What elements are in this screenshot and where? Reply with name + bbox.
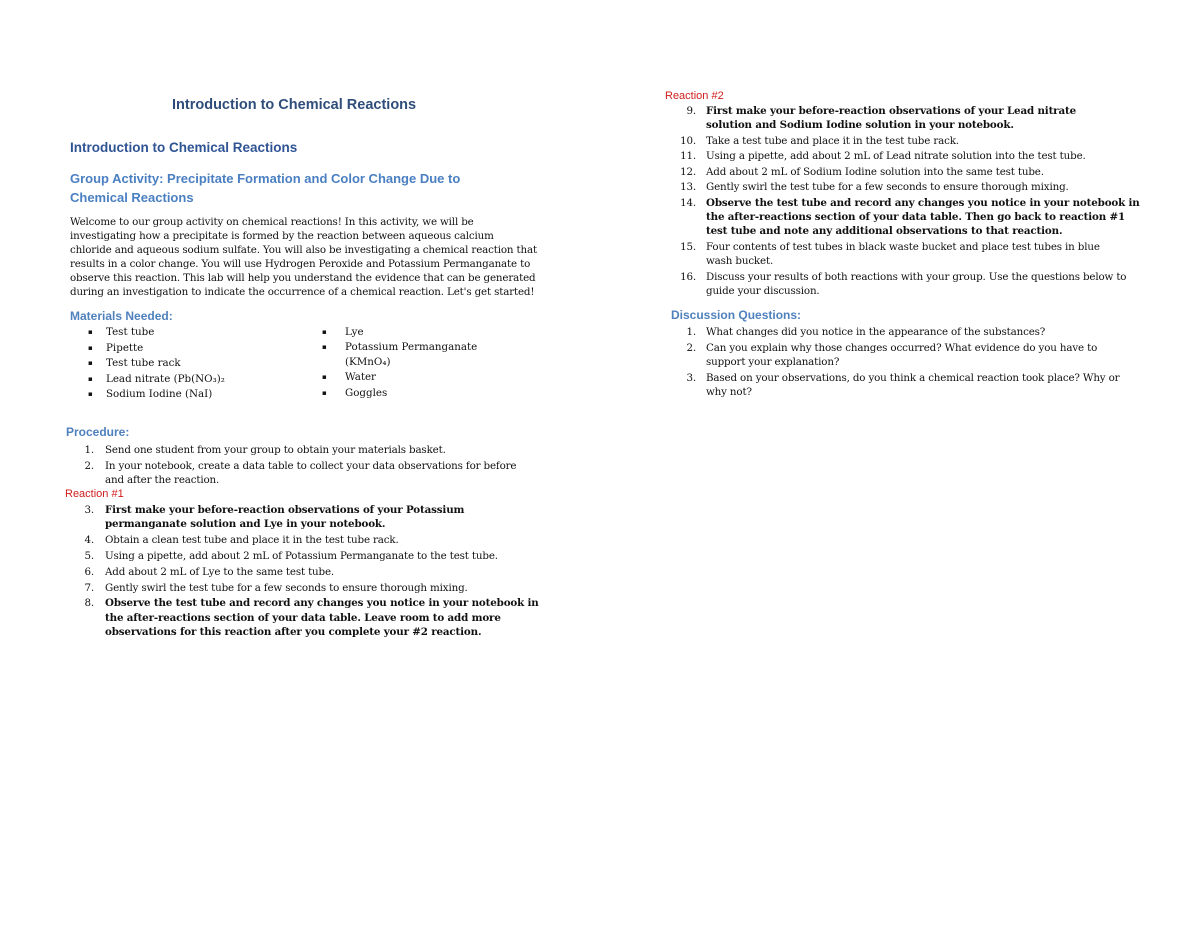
item-number: 2. [84,459,94,472]
item-line: and after the reaction. [105,474,220,487]
item-number: 14. [680,196,696,209]
item-number: 10. [680,134,696,147]
item-line: What changes did you notice in the appearance of the substances? [706,326,1046,338]
material-label: (KMnO₄) [345,356,391,368]
item-number: 16. [680,270,696,283]
activity-heading-line-1: Group Activity: Precipitate Formation and Color Change Due to [70,171,461,186]
item-number: 4. [84,534,94,547]
item-text [706,270,1126,299]
item-text [706,180,1069,194]
page-title: Introduction to Chemical Reactions [172,97,417,113]
bullet-icon: ▪ [322,373,327,381]
item-line: First make your before-reaction observations of your Potassium [105,504,465,516]
item-number: 15. [680,240,696,253]
item-text [706,134,959,148]
item-number: 1. [84,444,94,456]
item-text [706,325,1045,339]
item-line: Discuss your results of both reactions with your group. Use the questions below to [706,270,1127,283]
item-line: test tube and note any additional observations to that reaction. [706,225,1063,238]
item-line: solution and Sodium Iodine solution in your notebook. [706,119,1014,132]
item-line: Using a pipette, add about 2 mL of Lead nitrate solution into the test tube. [706,150,1086,163]
procedure-heading: Procedure: [66,425,130,439]
item-text [706,149,1086,163]
item-number: 1. [686,326,696,338]
item-line: Add about 2 mL of Lye to the same test tube. [105,565,335,578]
activity-heading [70,169,460,207]
item-line: guide your discussion. [706,284,820,297]
item-line: Can you explain why those changes occurred? What evidence do you have to [706,341,1098,354]
intro-line: chloride and aqueous sodium sulfate. You will also be investigating a chemical reaction that [70,243,537,256]
discussion-heading: Discussion Questions: [671,308,802,322]
bullet-icon: ▪ [88,374,93,383]
material-label: Lye [345,326,364,338]
item-number: 12. [680,165,696,178]
item-number: 5. [84,549,94,562]
item-text [706,371,1119,400]
item-line: permanganate solution and Lye in your notebook. [105,518,386,531]
item-line: In your notebook, create a data table to collect your data observations for before [105,459,517,472]
item-line: Gently swirl the test tube for a few seconds to ensure thorough mixing. [105,581,468,594]
material-label: Test tube rack [106,357,181,370]
intro-line: observe this reaction. This lab will help you understand the evidence that can be generated [70,271,536,284]
item-text [105,533,399,547]
reaction-2-label: Reaction #2 [665,90,724,102]
bullet-icon: ▪ [88,390,93,399]
item-number: 9. [686,105,696,117]
item-line: Based on your observations, do you think a chemical reaction took place? Why or [706,371,1120,384]
intro-line: results in a color change. You will use Hydrogen Peroxide and Potassium Permanganate to [70,257,531,270]
item-line: First make your before-reaction observations of your Lead nitrate [706,105,1076,117]
item-line: the after-reactions section of your data table. Then go back to reaction #1 [706,211,1125,224]
item-line: Send one student from your group to obtain your materials basket. [105,444,446,456]
materials-heading: Materials Needed: [70,309,173,323]
intro-line: Welcome to our group activity on chemical reactions! In this activity, we will be [70,216,474,228]
bullet-icon: ▪ [88,359,93,368]
item-line: Obtain a clean test tube and place it in the test tube rack. [105,534,399,547]
subtitle: Introduction to Chemical Reactions [70,140,298,155]
bullet-icon: ▪ [88,343,93,352]
item-line: wash bucket. [706,255,774,268]
bullet-icon: ▪ [322,343,327,351]
item-number: 3. [686,371,696,384]
item-line: Take a test tube and place it in the test tube rack. [706,134,959,147]
item-text [105,459,516,488]
item-text [105,503,464,532]
bullet-icon: ▪ [322,328,327,336]
item-number: 3. [84,504,94,516]
item-text [105,443,446,457]
item-number: 7. [84,581,94,594]
item-line: Observe the test tube and record any changes you notice in your notebook in [706,196,1140,209]
item-text [105,596,539,639]
bullet-icon: ▪ [322,389,327,397]
item-line: why not? [706,386,752,399]
item-line: observations for this reaction after you complete your #2 reaction. [105,625,482,638]
item-line: Four contents of test tubes in black waste bucket and place test tubes in blue [706,240,1100,253]
item-line: Observe the test tube and record any changes you notice in your notebook in [105,597,539,610]
reaction-1-label: Reaction #1 [65,488,124,500]
item-text [706,104,1076,133]
item-number: 2. [686,341,696,354]
item-number: 13. [680,181,696,194]
item-number: 11. [680,150,696,163]
material-label: Water [345,371,376,383]
item-number: 6. [84,565,94,578]
item-text [706,165,1044,179]
material-label: Pipette [106,341,144,354]
intro-paragraph [70,216,540,299]
item-line: Gently swirl the test tube for a few seconds to ensure thorough mixing. [706,181,1069,194]
activity-heading-line-2: Chemical Reactions [70,190,194,205]
material-label: Goggles [345,387,388,399]
item-text [706,240,1100,269]
item-text [706,196,1140,239]
material-label: Sodium Iodine (NaI) [106,388,213,401]
item-line: Add about 2 mL of Sodium Iodine solution into the same test tube. [706,165,1044,178]
item-line: support your explanation? [706,356,840,369]
item-text [105,581,468,595]
item-text [706,341,1097,370]
item-text [105,549,498,563]
item-line: Using a pipette, add about 2 mL of Potassium Permanganate to the test tube. [105,549,498,562]
intro-line: investigating how a precipitate is formed by the reaction between aqueous calcium [70,229,494,242]
bullet-icon: ▪ [88,328,93,336]
item-text [105,565,334,579]
item-number: 8. [84,597,94,610]
material-label: Potassium Permanganate [345,341,478,353]
material-label: Lead nitrate (Pb(NO₃)₂ [106,372,225,385]
material-label: Test tube [106,326,155,338]
item-line: the after-reactions section of your data table. Leave room to add more [105,611,501,624]
intro-line: during an investigation to indicate the occurrence of a chemical reaction. Let's get started! [70,285,535,298]
